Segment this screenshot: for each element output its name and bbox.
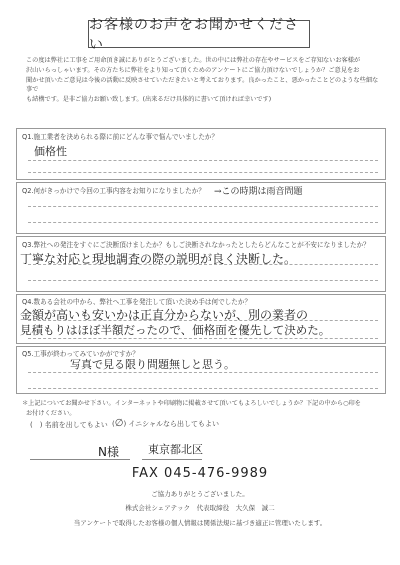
address-underline	[142, 459, 202, 460]
intro-line: 沢山いらっしゃいます。その方たちに弊社をより知って頂くためのアンケートにご協力頂けないでしょうか？ご意見をお	[26, 66, 360, 74]
consent-text-2: お付けください。	[26, 410, 76, 417]
q5-question: Q5.工事が終わってみていかがですか？	[22, 350, 139, 358]
paren-circled: (∅)	[112, 418, 127, 429]
q2-answer[interactable]: →この時期は雨音問題	[214, 187, 303, 197]
q2-question: Q2.何がきっかけで今回の工事内容をお知りになりましたか？	[22, 187, 205, 195]
consent-text: ＊上記についてお聞かせ下さい。インターネットや印刷物に掲載させて頂いてもよろしいでしょうか？下記の中から○印を	[22, 400, 361, 407]
q2-line	[28, 222, 378, 223]
option-initial-label: イニシャルなら出してもよい	[128, 420, 220, 428]
q5-line	[28, 372, 378, 373]
q4-question: Q4.数ある会社の中から、弊社へ工事を発注して頂いた決め手は何でしたか？	[22, 298, 252, 306]
q3-line	[28, 280, 378, 281]
q3-line	[28, 264, 378, 265]
option-name-label: 名前を出してもよい	[44, 421, 108, 429]
option-initial-radio[interactable]	[112, 418, 219, 429]
paren-open: ( )	[30, 421, 43, 429]
q4-line	[28, 320, 378, 321]
company-text: 株式会社シェアテック 代表取締役 大久保 誠二	[125, 504, 275, 512]
q5-answer[interactable]: 写真で見る限り問題無しと思う。	[70, 358, 235, 371]
q4-answer-line2[interactable]: 見積もりはほぼ半額だったので、価格面を優先して決めた。	[20, 323, 331, 337]
name-value[interactable]: N様	[98, 445, 119, 459]
q3-question: Q3.弊社への発注をすぐにご決断頂けましたか？もしご決断されなかったとしたらどんなことが不安になりましたか？	[22, 241, 370, 249]
q1-line	[28, 160, 378, 161]
q5-line	[28, 388, 378, 389]
q3-answer[interactable]: 丁寧な対応と現地調査の際の説明が良く決断した。	[20, 252, 297, 266]
q1-line	[28, 172, 378, 173]
footer-note: 当アンケートで取得したお客様の個人情報は関係法規に基づき適正に管理いたします。	[73, 519, 327, 527]
intro-text	[26, 56, 380, 105]
option-name-radio[interactable]	[30, 420, 108, 430]
page-title: お客様のお声をお聞かせください	[88, 20, 310, 48]
thanks-text: ご協力ありがとうございました。	[151, 490, 249, 498]
q1-answer[interactable]: 価格性	[34, 145, 67, 158]
intro-line: 聞かせ頂いたご意見は今後の活動に反映させていただきたいと考えております。良かったこと、悪かったことどのような些細な事で	[26, 76, 379, 94]
q4-answer-line1[interactable]: 金額が高いも安いかは正直分からないが、別の業者の	[20, 308, 309, 322]
intro-line: この度は弊社に工事をご用命頂き誠にありがとうございました。世の中には弊社の存在やサービスをご存知ないお客様が	[26, 57, 361, 64]
address-value[interactable]: 東京都北区	[148, 443, 203, 456]
intro-line: も結構です。是非ご協力お願い致します。(出来るだけ具体的に書いて頂ければ幸いです)	[26, 96, 272, 104]
q2-line	[28, 206, 378, 207]
q1-question: Q1.施工業者を決められる際に前にどんな事で悩んでいましたか？	[22, 133, 219, 141]
q4-line	[28, 338, 378, 339]
fax-number: FAX 045-476-9989	[131, 466, 269, 481]
